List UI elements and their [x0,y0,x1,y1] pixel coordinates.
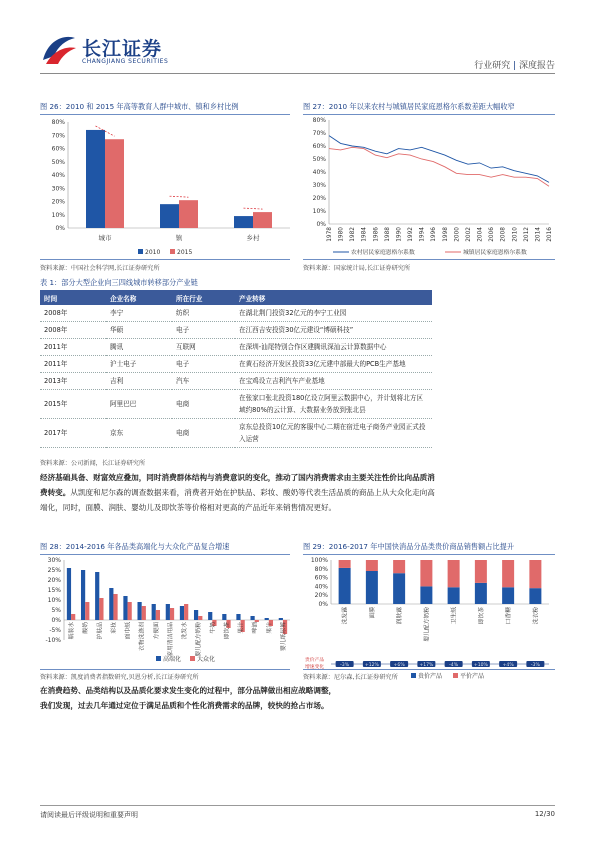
x-tick-label: 1998 [442,227,449,242]
x-tick-label: 面膜 [369,607,376,619]
table-cell: 2011年 [40,356,106,373]
table1-source: 资料来源：公司新闻，长江证券研究所 [40,460,146,467]
trend-arrow [244,208,263,209]
y-tick-label: 70% [312,130,326,137]
bar-高端化 [180,606,184,620]
y-tick-label: 40% [314,583,328,591]
y-tick-label: 0% [316,221,326,228]
bar-平价产品 [529,560,541,588]
y-tick-label: 10% [51,211,65,219]
table-cell: 汽车 [172,373,235,390]
paragraph-body: 从凯度和尼尔森的调查数据来看，消费者开始在护肤品、彩妆、酸奶等代表生活品质的商品上从大众化走向高端化，同时，面膜、润肤、婴幼儿及即饮茶等价格相对更高的产品近年来销售情况更好。 [40,488,435,512]
y-tick-label: 0% [51,617,61,624]
x-tick-label: 果汁 [266,622,273,634]
fig27-top-rule [303,114,555,115]
table-cell: 2008年 [40,322,106,339]
fig28-chart [40,556,295,668]
table-header-cell: 所在行业 [172,290,235,305]
growth-label: +10% [473,663,488,668]
y-tick-label: 70% [51,132,65,140]
x-tick-label: 1994 [419,227,426,242]
legend-label: 平价产品 [460,673,485,680]
table-cell: 在宝鸡设立吉利汽车产业基地 [235,373,432,390]
x-tick-label: 洗发水 [182,622,189,640]
table-cell: 电子 [172,322,235,339]
bar-高端化 [95,572,99,620]
bar-大众化 [255,620,259,622]
bar-平价产品 [475,560,487,583]
y-tick-label: 60% [312,143,326,150]
bar-贵价产品 [529,588,541,604]
x-tick-label: 1992 [408,227,415,242]
x-tick-label: 1980 [338,227,345,242]
bar-大众化 [170,608,174,620]
x-tick-label: 1996 [431,227,438,242]
x-tick-label: 2008 [500,227,507,242]
x-tick-label: 衣物洗涤剂 [139,622,146,651]
logo [40,30,215,72]
table-row [40,419,432,448]
growth-label: -3% [530,663,540,668]
table-cell: 在深圳-汕尾特别合作区建腾讯深汕云计算数据中心 [235,339,432,356]
x-tick-label: 1988 [384,227,391,242]
table-cell: 京东 [106,419,172,448]
x-tick-label: 即饮茶 [224,622,231,640]
legend-swatch [170,249,175,254]
x-tick-label: 婴儿配方奶粉 [196,622,203,657]
fig26-bottom-rule [40,259,290,260]
x-tick-label: 2012 [523,227,530,242]
fig27-source: 资料来源：国家统计局,长江证券研究所 [303,265,411,272]
page-number: 12/30 [534,810,555,818]
x-tick-label: 洗衣粉 [533,607,540,625]
table-row [40,390,432,419]
bar-贵价产品 [448,587,460,604]
paragraph-lead: 经济基础具备、财富效应叠加，同时消费群体结构与消费意识的变化，推动了国内消费需求由主要关注性价比向品质消费转变。 [40,473,435,497]
legend-label: 2015 [177,249,193,256]
x-tick-label: 牛奶 [210,622,217,634]
legend-label: 贵价产品 [418,673,443,680]
fig26-chart [40,116,295,256]
bar-2010 [234,216,253,228]
bar-2010 [160,204,179,228]
y-tick-label: 80% [314,565,328,573]
table-cell: 2008年 [40,305,106,322]
y-tick-label: 100% [310,557,328,564]
x-tick-label: 酸奶 [83,622,90,634]
y-tick-label: 50% [51,158,65,166]
bar-大众化 [85,602,89,620]
legend-swatch [453,673,458,678]
y-tick-label: 20% [51,198,65,206]
growth-label: +6% [393,663,405,668]
table-header-cell: 产业转移 [235,290,432,305]
legend-label: 农村居民家庭恩格尔系数 [351,250,415,256]
bar-贵价产品 [420,586,432,604]
legend-label: 城镇居民家庭恩格尔系数 [463,250,527,256]
analysis-paragraph [40,470,435,515]
bar-高端化 [236,614,240,620]
table-cell: 互联网 [172,339,235,356]
table-cell: 2013年 [40,373,106,390]
bar-大众化 [99,598,103,620]
y-tick-label: 40% [51,172,65,179]
bar-大众化 [198,616,202,620]
bar-平价产品 [502,560,514,587]
bar-高端化 [67,568,71,620]
bar-高端化 [250,616,254,620]
fig28-title: 图 28：2014-2016 年各品类高端化与大众化产品复合增速 [40,542,230,551]
bar-高端化 [279,618,283,620]
y-tick-label: 5% [51,607,61,614]
bar-平价产品 [339,560,351,568]
x-tick-label: 2016 [547,227,553,242]
bar-高端化 [109,588,113,620]
y-tick-label: 20% [47,577,61,584]
bar-2015 [179,200,198,228]
x-tick-label: 面巾纸 [125,622,132,640]
fig29-bottom-rule [303,669,555,670]
bar-平价产品 [448,560,460,587]
table-header-cell: 企业名称 [106,290,172,305]
table-cell: 腾讯 [106,339,172,356]
table-row [40,305,432,322]
x-tick-label: 护肤品 [97,622,104,640]
y-tick-label: 10% [312,208,326,215]
fig28-bottom-rule [40,669,290,670]
legend-label: 高端化 [163,656,182,663]
y-tick-label: -5% [49,627,61,634]
y-tick-label: 50% [312,156,326,163]
table-cell: 2015年 [40,390,106,419]
table-row [40,322,432,339]
fig28-top-rule [40,554,290,555]
table-cell: 电商 [172,419,235,448]
y-tick-label: 20% [312,195,326,202]
table-row [40,339,432,356]
bar-平价产品 [420,560,432,586]
x-tick-label: 彩妆 [111,622,118,634]
table-cell: 2011年 [40,339,106,356]
x-tick-label: 2004 [477,227,484,242]
fig29-title: 图 29：2016-2017 年中国快消品分品类贵价商品销售额占比提升 [303,542,515,551]
table-cell: 在湖北荆门投资32亿元的李宁工业园 [235,305,432,322]
conclusion-paragraph [40,683,540,713]
growth-label: +17% [419,663,434,668]
bar-大众化 [128,602,132,620]
growth-label: -3% [340,663,350,668]
table-cell: 在江西吉安投资30亿元建设“博硕科技” [235,322,432,339]
fig28-source: 资料来源：凯度消费者指数研究,贝恩分析,长江证券研究所 [40,674,199,681]
table-row [40,373,432,390]
trend-arrow [170,196,189,197]
x-tick-label: 1984 [361,227,368,242]
fig26-source: 资料来源：中国社会科学网,长江证券研究所 [40,265,160,272]
table-cell: 电商 [172,390,235,419]
bar-高端化 [194,610,198,620]
report-category: 行业研究 | 深度报告 [474,61,555,71]
bar-大众化 [184,604,188,620]
table-cell: 在张家口张北投资180亿设立阿里云数据中心，并计划将北方区域约80%的云计算、大数据业务放到张北县 [235,390,432,419]
x-tick-label: 口香糖 [506,607,513,625]
bar-贵价产品 [475,583,487,604]
side-label: 增速变化 [305,665,325,670]
x-tick-label: 镇 [175,234,183,242]
x-tick-label: 2002 [465,227,472,242]
y-tick-label: 0% [55,225,65,232]
footer-disclaimer: 请阅读最后评级说明和重要声明 [40,811,138,819]
side-label: 贵价产品 [305,658,325,663]
bar-大众化 [156,610,160,620]
legend-swatch [190,656,195,661]
legend-swatch [156,656,161,661]
y-tick-label: 60% [314,574,328,582]
x-tick-label: 润肤露 [397,607,404,625]
x-tick-label: 2014 [535,227,542,242]
report-type: 行业研究 [474,61,511,71]
bar-2015 [253,212,272,228]
brand-en: CHANGJIANG SECURITIES [82,58,169,65]
x-tick-label: 1990 [396,227,403,242]
table-cell: 在黄石经济开发区投资33亿元建中部最大的PCB生产基地 [235,356,432,373]
legend-swatch [138,249,143,254]
fig27-title: 图 27：2010 年以来农村与城镇居民家庭恩格尔系数差距大幅收窄 [303,102,515,111]
bar-2015 [105,139,124,228]
x-tick-label: 果汁 [238,622,245,634]
report-kind: 深度报告 [518,61,555,71]
header-divider [40,73,555,74]
x-tick-label: 婴儿配方奶粉 [424,607,431,642]
bar-高端化 [81,570,85,620]
fig26-title: 图 26：2010 和 2015 年高等教育人群中城市、镇和乡村比例 [40,102,239,111]
y-tick-label: 0% [318,601,328,608]
bar-高端化 [152,604,156,620]
conclusion-line-1: 在消费趋势、品类结构以及品质化要求发生变化的过程中，部分品牌做出相应战略调整， [40,686,337,695]
y-tick-label: 25% [47,567,61,574]
bar-平价产品 [366,560,378,571]
logo-mark-icon [40,30,78,70]
table-cell: 京东总投资10亿元的客服中心二期在宿迁电子商务产业园正式投入运营 [235,419,432,448]
brand-cn: 长江证券 [82,38,163,60]
x-tick-label: 卫生纸 [451,607,458,625]
table-row [40,356,432,373]
legend-swatch [411,673,416,678]
y-tick-label: 30% [312,182,326,189]
growth-label: -4% [449,663,459,668]
x-tick-label: 家用清洁用品 [167,622,174,657]
y-tick-label: 10% [47,597,61,604]
x-tick-label: 婴儿纸尿裤 [280,622,287,651]
bar-高端化 [222,614,226,620]
fig27-bottom-rule [303,259,555,260]
x-tick-label: 1978 [327,227,333,242]
fig29-source: 资料来源：尼尔森,长江证券研究所 [303,674,398,681]
bar-大众化 [142,606,146,620]
growth-label: +12% [364,663,379,668]
y-tick-label: 20% [314,592,328,600]
table1-title: 表 1：部分大型企业向三四线城市转移部分产业链 [40,278,198,287]
legend-label: 2010 [145,249,161,256]
x-tick-label: 瓶装水 [69,622,76,640]
x-tick-label: 乡村 [246,234,260,242]
series-line [329,136,549,183]
y-tick-label: 30% [51,185,65,193]
table-header-row [40,290,432,305]
table-cell: 电子 [172,356,235,373]
table-cell: 华硕 [106,322,172,339]
table-cell: 吉利 [106,373,172,390]
y-tick-label: 30% [47,557,61,564]
y-tick-label: 15% [47,587,61,594]
x-tick-label: 啤酒 [252,622,259,634]
table-cell: 李宁 [106,305,172,322]
bar-大众化 [113,594,117,620]
bar-大众化 [71,614,75,620]
bar-贵价产品 [393,573,405,604]
bar-高端化 [166,604,170,620]
bar-贵价产品 [339,568,351,604]
x-tick-label: 城市 [98,234,112,242]
table-cell: 沪士电子 [106,356,172,373]
growth-label: +4% [502,663,514,668]
industry-transfer-table [40,290,432,448]
conclusion-line-2: 我们发现，过去几年通过定位于满足品质和个性化消费需求的品牌，较快的抢占市场。 [40,701,329,710]
x-tick-label: 洗发露 [342,607,349,625]
y-tick-label: 80% [312,117,326,124]
y-tick-label: 60% [51,145,65,153]
table-header-cell: 时间 [40,290,106,305]
bar-平价产品 [393,560,405,573]
bar-贵价产品 [366,571,378,604]
bar-高端化 [123,596,127,620]
legend-label: 大众化 [197,656,216,663]
x-tick-label: 1986 [373,227,380,242]
bar-高端化 [208,612,212,620]
x-tick-label: 即饮茶 [478,607,485,625]
fig29-top-rule [303,554,555,555]
table-cell: 阿里巴巴 [106,390,172,419]
footer-divider [40,805,555,806]
x-tick-label: 1982 [350,227,357,242]
bar-2010 [86,130,105,228]
fig27-chart [303,116,558,258]
y-tick-label: 40% [312,169,326,176]
x-tick-label: 2000 [454,227,461,242]
fig26-top-rule [40,114,290,115]
y-tick-label: 80% [51,119,65,126]
bar-高端化 [137,602,141,620]
table-cell: 纺织 [172,305,235,322]
x-tick-label: 2010 [512,227,519,242]
x-tick-label: 2006 [489,227,496,242]
table-cell: 2017年 [40,419,106,448]
bar-贵价产品 [502,587,514,604]
bar-高端化 [265,618,269,620]
x-tick-label: 方便面 [153,622,160,640]
y-tick-label: -10% [45,637,61,644]
